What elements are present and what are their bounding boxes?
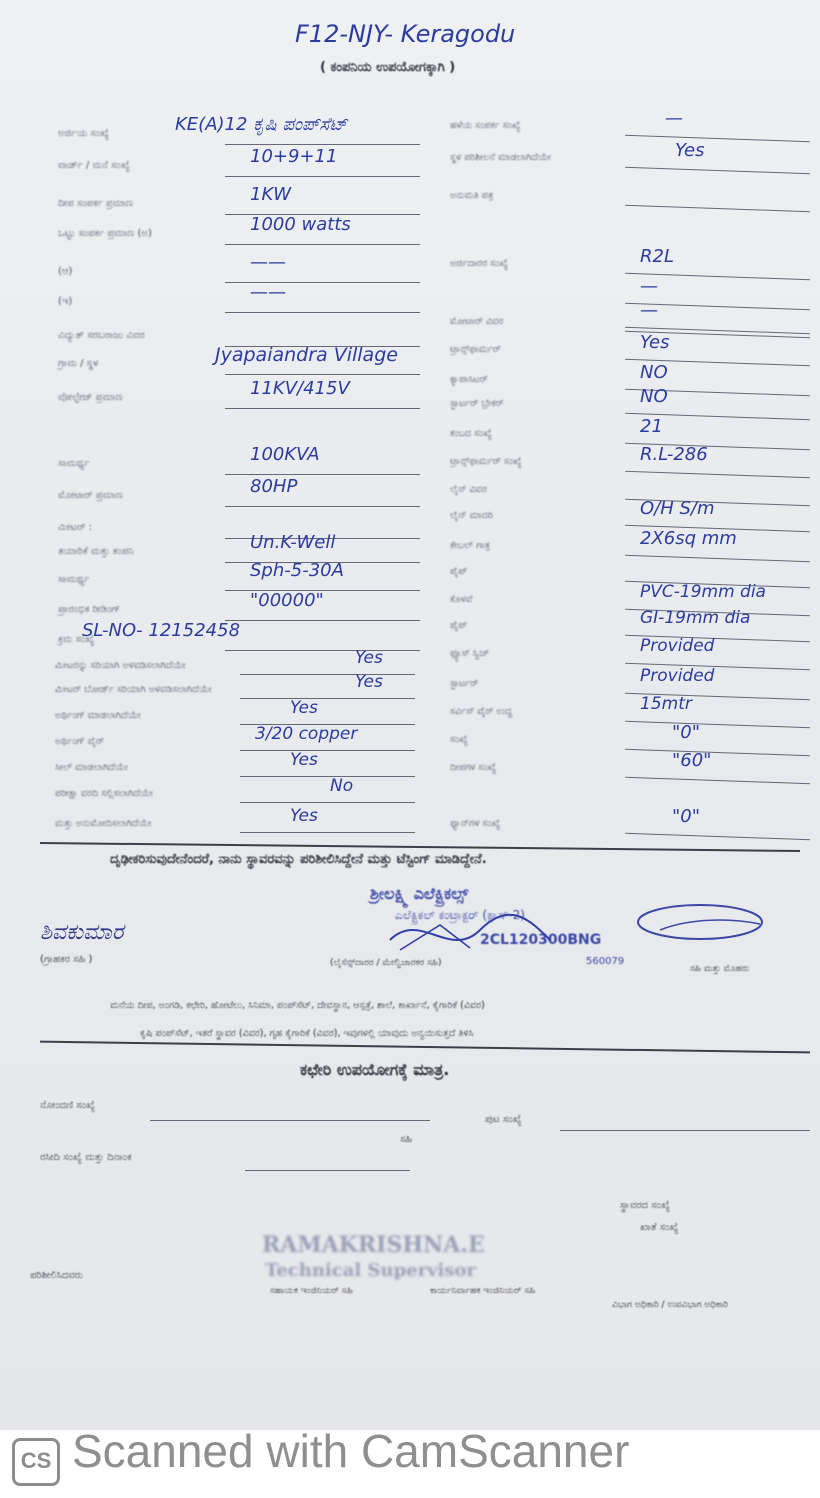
right-field-value: "0" [672,806,701,827]
office-stamp-name: RAMAKRISHNA.E [262,1232,485,1258]
left-field-label: ಸಾಮರ್ಥ್ಯ [58,458,90,469]
office-assistant-engineer-label: ಸಹಾಯಕ ಇಂಜಿನಿಯರ್ ಸಹಿ [270,1286,353,1296]
left-lower-field-label: ಸೀಲ್ ಮಾಡಲಾಗಿದೆಯೇ [55,762,128,773]
left-field-value: Un.K-Well [250,532,336,553]
office-account-label: ಖಾತೆ ಸಂಖ್ಯೆ [640,1222,679,1233]
left-field-line [225,408,420,409]
right-field-label: ಹಳೆಯ ಸಂಪರ್ಕ ಸಂಖ್ಯೆ [450,120,521,131]
form-title: F12-NJY- Keragodu [295,20,516,48]
left-field-line [225,312,420,313]
left-field-label: ವೋಲ್ಟೇಜ್ ಪ್ರಮಾಣ [58,392,123,403]
right-field-label: ಸಂಖ್ಯೆ [450,734,468,745]
contractor-sign-label: (ಲೈಸೆನ್ಸ್‌ದಾರರ / ಮೇಲ್ವಿಚಾರಕರ ಸಹಿ) [330,958,442,968]
left-lower-field-value: Yes [290,698,318,718]
left-lower-field-label: ಮೀಟರ್ ಬೋರ್ಡ್ ಸರಿಯಾಗಿ ಅಳವಡಿಸಲಾಗಿದೆಯೇ [55,684,212,695]
left-field-value: 1KW [250,184,292,205]
right-field-value: O/H S/m [640,498,715,519]
left-field-line [225,650,420,651]
category-note-line1: ಮನೆಯ ದೀಪ, ಅಂಗಡಿ, ಕಛೇರಿ, ಹೋಟೆಲು, ಸಿನಿಮಾ, ಪಂಪ್‌ಸೆಟ್, ದೇವಸ್ಥಾನ, ಆಸ್ಪತ್ರೆ, ಶಾಲೆ, ಕಾರ್ಖಾನೆ, ಕೈಗಾರಿಕೆ (ವಿವರ) [110,1000,485,1011]
left-field-line [225,506,420,507]
right-field-line [625,555,810,562]
right-field-value: R2L [640,246,674,267]
applicant-signature: ಶಿವಕುಮಾರ [40,920,124,945]
right-field-value: PVC-19mm dia [640,582,766,602]
left-field-value: —— [250,252,286,273]
right-field-label: ಫ್ಯೂಸ್ ಸ್ವಿಚ್ [450,648,489,659]
right-field-label: ಲೈನ್ ವಿವರ [450,484,487,495]
right-field-line [625,205,810,212]
right-field-value: — [665,108,683,129]
office-registration-line [150,1120,430,1121]
left-field-label: ಪ್ರಾರಂಭಿಕ ರೀಡಿಂಗ್ [58,604,121,615]
office-inspected-label: ಪರಿಶೀಲಿಸಿದವರು [30,1270,84,1281]
left-field-line [225,474,420,475]
right-field-value: NO [640,362,668,383]
right-field-label: ಪೈಪ್ [450,620,468,631]
right-field-label: ಟ್ರಾನ್ಸ್‌ಫಾರ್ಮರ್ [450,344,501,355]
office-registration-label: ನೋಂದಣಿ ಸಂಖ್ಯೆ [40,1100,96,1111]
office-page-label: ಪುಟ ಸಂಖ್ಯೆ [485,1114,522,1125]
right-field-label: ಪೈಪ್ [450,566,468,577]
contractor-stamp-pin: 560079 [586,956,625,967]
right-field-label: ದೀಪಗಳ ಸಂಖ್ಯೆ [450,762,497,773]
left-field-line [225,144,420,145]
right-field-line [625,721,810,728]
office-executive-engineer-label: ಕಾರ್ಯನಿರ್ವಾಹಕ ಇಂಜಿನಿಯರ್ ಸಹಿ [430,1286,536,1296]
right-field-label: ಕೊಳವೆ [450,594,473,605]
right-field-label: ಕಂಬದ ಸಂಖ್ಯೆ [450,428,492,439]
camscanner-logo-icon: CS [12,1438,60,1486]
left-field-label: ಕ್ರಮ ಸಂಖ್ಯೆ [58,634,95,645]
right-field-value: — [640,276,658,297]
right-field-value: GI-19mm dia [640,608,751,628]
contractor-stamp-name: ಶ್ರೀಲಕ್ಷ್ಮಿ ಎಲೆಕ್ಟ್ರಿಕಲ್ಸ್ [370,884,469,903]
right-field-line [625,833,810,840]
camscanner-watermark-text: Scanned with CamScanner [72,1425,630,1477]
left-field-label: ಮೀಟರ್ : [58,522,93,533]
office-signature-label: ಸಹಿ [400,1134,413,1145]
left-lower-field-value: Yes [355,672,383,692]
left-lower-field-label: ಅರ್ಥಿಂಗ್ ವೈರ್ [55,736,104,747]
category-note-line2: ಕೃಷಿ ಪಂಪ್‌ಸೆಟ್, ಇತರೆ ಸ್ಥಾವರ (ವಿವರ), ಗೃಹ ಕೈಗಾರಿಕೆ (ವಿವರ), ಇವುಗಳಲ್ಲಿ ಯಾವುದು ಅನ್ವಯಿಸುತ್ತದೆ ತಿಳಿಸಿ [140,1028,474,1039]
right-field-label: ಕೇಬಲ್ ಗಾತ್ರ [450,540,491,551]
left-field-label: ಮೋಟಾರ್ ಪ್ರಮಾಣ [58,490,123,501]
left-field-label: ವಿದ್ಯುತ್ ಸರಬರಾಜು ವಿವರ [58,330,145,341]
right-field-value: 2X6sq mm [640,528,737,549]
right-field-line [625,135,810,142]
left-field-label: (ಇ) [58,296,73,307]
right-field-label: ಮೋಟಾರ್ ವಿವರ [450,316,504,327]
right-field-value: Provided [640,636,715,656]
left-field-label: ಗ್ರಾಮ / ಸ್ಥಳ [58,358,99,369]
right-field-label: ಸ್ಥಳ ಪರಿಶೀಲನೆ ಮಾಡಲಾಗಿದೆಯೇ [450,152,552,163]
left-lower-field-value: Yes [290,806,318,826]
left-lower-field-label: ಅರ್ಥಿಂಗ್ ಮಾಡಲಾಗಿದೆಯೇ [55,710,141,721]
contractor-stamp-license: 2CL120300BNG [480,932,602,948]
right-field-label: ಸರ್ವಿಸ್ ವೈರ್ ಉದ್ದ [450,706,513,717]
left-lower-field-line [240,750,415,751]
left-lower-field-value: 3/20 copper [255,724,358,744]
left-field-value: 11KV/415V [250,378,350,399]
right-field-value: "0" [672,722,701,743]
left-field-value: 10+9+11 [250,146,338,167]
right-field-label: ಸ್ಟಾರ್ಟರ್ ಬ್ರೇಕರ್ [450,398,504,409]
office-stamp-title: Technical Supervisor [265,1260,477,1281]
form-subtitle: ( ಕಂಪನಿಯ ಉಪಯೋಗಕ್ಕಾಗಿ ) [320,60,456,75]
right-sign-label: ಸಹಿ ಮತ್ತು ಮೊಹರು [690,964,750,974]
left-lower-field-line [240,802,415,803]
right-field-value: R.L-286 [640,444,708,465]
section-divider-2 [40,1041,810,1054]
left-field-value: KE(A)12 ಕೃಷಿ ಪಂಪ್‌ಸೆಟ್ [175,114,348,135]
section-divider-1 [40,842,800,852]
office-receipt-line [245,1170,410,1171]
left-field-value: 100KVA [250,444,320,465]
left-field-line [225,374,420,375]
right-field-value: Provided [640,666,715,686]
left-field-value: —— [250,282,286,303]
left-lower-field-label: ಮತ್ತು ಅನುಮೋದಿಸಲಾಗಿದೆಯೇ [55,818,152,829]
right-field-value: Yes [640,332,670,353]
right-field-value: Yes [675,140,705,161]
left-field-value: Jyapaiandra Village [215,344,398,366]
left-field-value: Sph-5-30A [250,560,344,581]
right-field-value: 15mtr [640,694,692,714]
left-field-line [225,176,420,177]
right-field-line [625,749,810,756]
left-lower-field-line [240,674,415,675]
left-field-line [225,244,420,245]
office-installation-label: ಸ್ಥಾವರದ ಸಂಖ್ಯೆ [620,1200,670,1211]
right-field-value: — [640,300,658,321]
left-field-label: ಒಟ್ಟು ಸಂಪರ್ಕ ಪ್ರಮಾಣ (ಅ) [58,228,152,239]
applicant-sign-label: (ಗ್ರಾಹಕರ ಸಹಿ ) [40,954,93,965]
right-field-label: ಕ್ಯಾಪಾಸಿಟರ್ [450,374,488,385]
contractor-stamp-oval [630,898,790,958]
left-field-value: 80HP [250,476,298,497]
contractor-stamp-class: ಎಲೆಕ್ಟ್ರಿಕಲ್ ಕಂಟ್ರಾಕ್ಟರ್ (ಕ್ಲಾಸ್-2) [395,908,525,922]
right-field-label: ಅರ್ಜಿದಾರರ ಸಂಖ್ಯೆ [450,258,508,269]
left-field-value: SL-NO- 12152458 [82,620,241,641]
left-lower-field-value: Yes [355,648,383,668]
left-field-label: ವಾರ್ಡ್ / ಮನೆ ಸಂಖ್ಯೆ [58,160,130,171]
left-lower-field-label: ಮೀಟರನ್ನು ಸರಿಯಾಗಿ ಅಳವಡಿಸಲಾಗಿದೆಯೇ [55,660,186,671]
right-field-value: NO [640,386,668,407]
left-lower-field-line [240,832,415,833]
right-field-label: ಫ್ಯಾನ್‌ಗಳ ಸಂಖ್ಯೆ [450,818,501,829]
right-field-line [625,167,810,174]
right-field-value: "60" [672,750,712,771]
left-field-label: ತಯಾರಿಕೆ ಮತ್ತು ಕಂಪನಿ [58,546,134,557]
left-field-value: "00000" [250,590,324,611]
contractor-signature-scribble [380,900,610,960]
left-lower-field-line [240,698,415,699]
office-page-line [560,1130,810,1131]
right-field-value: 21 [640,416,663,437]
right-field-line [625,777,810,784]
left-lower-field-line [240,776,415,777]
right-field-label: ಲೈನ್ ಮಾದರಿ [450,510,494,521]
left-field-label: (ಆ) [58,266,73,277]
office-receipt-label: ರಸೀದಿ ಸಂಖ್ಯೆ ಮತ್ತು ದಿನಾಂಕ [40,1152,132,1163]
office-use-title: ಕಛೇರಿ ಉಪಯೋಗಕ್ಕೆ ಮಾತ್ರ. [300,1060,450,1079]
left-field-label: ದೀಪ ಸಂಪರ್ಕ ಪ್ರಮಾಣ [58,198,133,209]
left-field-label: ಅರ್ಜಿಯ ಸಂಖ್ಯೆ [58,128,110,139]
left-field-line [225,620,420,621]
left-lower-field-value: Yes [290,750,318,770]
right-field-line [625,471,810,478]
certification-statement: ದೃಢೀಕರಿಸುವುದೇನೆಂದರೆ, ನಾನು ಸ್ಥಾವರವನ್ನು ಪರಿಶೀಲಿಸಿದ್ದೇನೆ ಮತ್ತು ಟೆಸ್ಟಿಂಗ್ ಮಾಡಿದ್ದೇನೆ. [110,852,487,867]
office-section-officer-label: ವಿಭಾಗ ಅಧಿಕಾರಿ / ಉಪವಿಭಾಗ ಅಧಿಕಾರಿ [612,1300,729,1310]
left-field-label: ಸಾಮರ್ಥ್ಯ [58,574,90,585]
left-lower-field-label: ಪರೀಕ್ಷಾ ವರದಿ ಸಲ್ಲಿಸಲಾಗಿದೆಯೇ [55,788,154,799]
right-field-label: ಟ್ರಾನ್ಸ್‌ಫಾರ್ಮರ್ ಸಂಖ್ಯೆ [450,456,522,467]
right-field-label: ಅನುಮತಿ ಪತ್ರ [450,190,494,201]
left-field-value: 1000 watts [250,214,351,235]
right-field-label: ಸ್ಟಾರ್ಟರ್ [450,678,479,689]
left-lower-field-value: No [330,776,354,796]
